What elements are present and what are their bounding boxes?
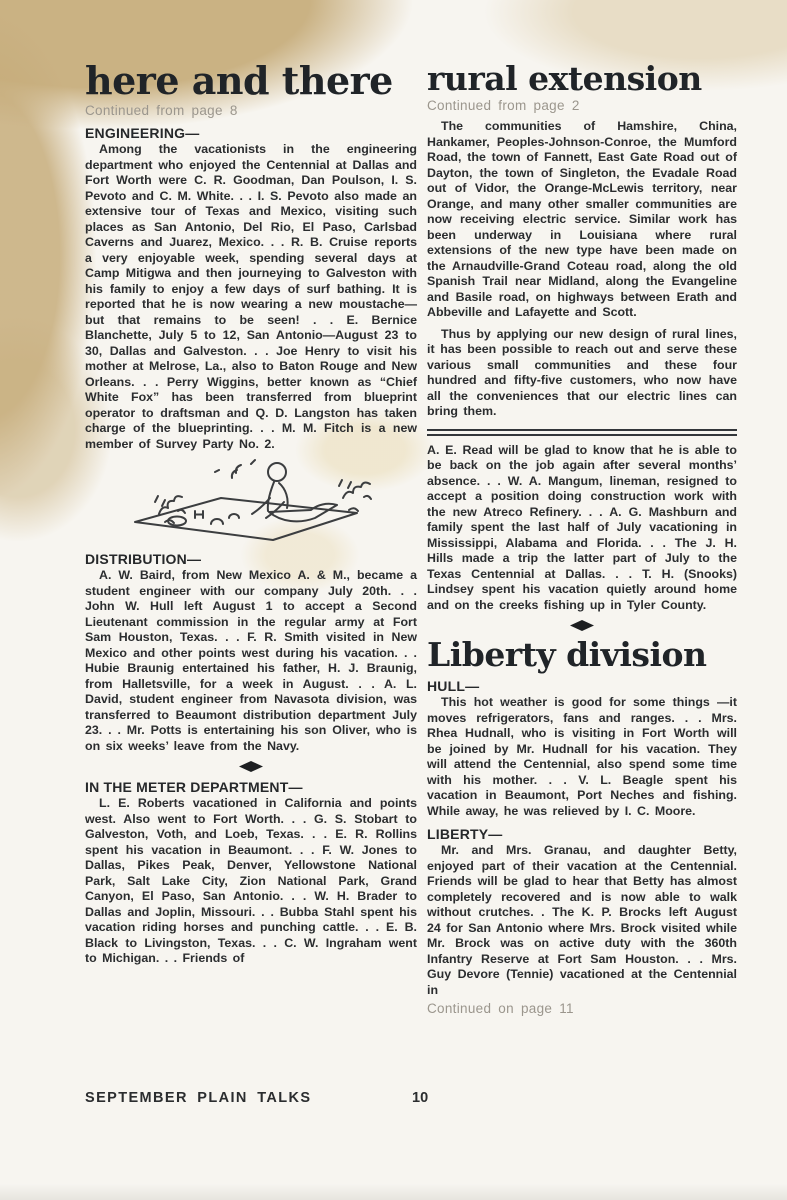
rural-extension-title: rural extension: [427, 59, 702, 98]
meter-department-paragraph: L. E. Roberts vacationed in California and points west. Also went to Fort Worth. . . G. S. Stobart to Galveston, Voth, and Loeb, Texas. . . E. R. Rollins spent his vacation in Beaumont. . . F. W. Jones to Dallas, Pikes Peak, Denver, Yellowstone National Park, Salt Lake City, Zion National Park, Grand Canyon, El Paso, San Antonio. . . W. H. Brader to Dallas and Joplin, Missouri. . . Bubba Stahl spent his vacation riding horses and punching cattle. . . E. B. Black to Livingston, Texas. . . C. W. Ingraham went to Michigan. . . Friends of: [85, 796, 417, 965]
column-right: [427, 59, 737, 1017]
hull-paragraph: This hot weather is good for some things —it moves refrigerators, fans and ranges. . . Mrs. Rhea Hudnall, who is visiting in Fort Worth will be joined by Mr. Hudnall for his vacation. They will attend the Centennial, also spend some time with his mother. . . V. L. Beagle spent his vacation in Beaumont, Port Neches and fishing. While away, he was relieved by I. C. Moore.: [427, 695, 737, 818]
column-gutter: [417, 62, 427, 1017]
here-and-there-title: here and there: [85, 58, 393, 103]
liberty-paragraph: Mr. and Mrs. Granau, and daughter Betty, enjoyed part of their vacation at the Centennial. Friends will be glad to hear that Betty has almost completely recovered and is now able to walk without crutches. . The K. P. Brocks left August 24 for San Antonio where Mrs. Brock visited while Mr. Brock was on active duty with the 360th Infantry Reserve at Fort Sam Houston. . . Mrs. Guy Devore (Tennie) vacationed at the Centennial in: [427, 843, 737, 997]
footer-page-number: 10: [412, 1090, 429, 1106]
meter-department-heading: IN THE METER DEPARTMENT—: [85, 779, 303, 795]
picnic-sketch-illustration: [125, 458, 377, 544]
page-footer: [0, 1090, 787, 1110]
picnic-sketch-drawing: [125, 458, 377, 544]
read-news-paragraph: A. E. Read will be glad to know that he is able to be back on the job again after several months’ absence. . . W. A. Mangum, lineman, resigned to accept a position doing construction work with the new Atreco Refinery. . . A. G. Mashburn and family spent the last half of July vacationing in Mississippi, Alabama and Florida. . . The J. H. Hills made a trip the latter part of July to the Texas Centennial at Dallas. . . T. H. (Snooks) Lindsey spent his vacation quietly around home and on the creeks fishing up in Tyler County.: [427, 442, 737, 612]
here-and-there-continued-from: Continued from page 8: [85, 103, 238, 118]
distribution-heading: DISTRIBUTION—: [85, 551, 202, 567]
diamond-separator-icon: [239, 761, 263, 772]
hull-heading: HULL—: [427, 678, 480, 694]
rural-extension-paragraph-1: The communities of Hamshire, China, Hankamer, Peoples-Johnson-Conroe, the Mumford Road, the town of Fannett, East Gate Road out of Dayton, the town of Singleton, the Evadale Road out of Vidor, the Orange-McLewis territory, near Orange, and many other smaller communities are now receiving electric service. Similar work has been underway in Louisiana where rural extensions of the new type have been made on the Arnaudville-Grand Coteau road, along the old Spanish Trail near Midland, along the Evangeline and Basile road, on highways between Erath and Abbeville and Lafayette and Scott.: [427, 119, 737, 319]
liberty-continued-on: Continued on page 11: [427, 1001, 574, 1016]
rural-extension-continued-from: Continued from page 2: [427, 98, 580, 113]
engineering-paragraph: Among the vacationists in the engineering department who enjoyed the Centennial at Dallas and Fort Worth were C. R. Goodman, Dan Poulson, I. S. Pevoto and C. M. White. . . I. S. Pevoto also made an extensive tour of Texas and Mexico, visiting such places as San Antonio, Del Rio, El Paso, Carlsbad Caverns and Juarez, Mexico. . . R. B. Cruise reports a very enjoyable week, spending several days at Camp Mitigwa and then journeying to Galveston with his family to enjoy a few days of surf bathing. It is reported that he is now wearing a new moustache—but that remains to be seen! . . E. Bernice Blanchette, July 5 to 12, San Antonio—August 23 to 30, Dallas and Galveston. . . Joe Henry to visit his mother at Melrose, La., also to Baton Rouge and New Orleans. . . Perry Wiggins, better known as “Chief White Fox” has been transferred from blueprint operator to draftsman and Q. D. Langston has taken charge of the blueprinting. . . M. M. Fitch is a new member of Survey Party No. 2.: [85, 142, 417, 451]
double-rule-divider: [427, 429, 737, 436]
engineering-heading: ENGINEERING—: [85, 125, 200, 141]
footer-publication-title: SEPTEMBER PLAIN TALKS: [85, 1090, 312, 1106]
liberty-heading: LIBERTY—: [427, 826, 503, 842]
distribution-paragraph: A. W. Baird, from New Mexico A. & M., became a student engineer with our company July 20th. . . John W. Hull left August 1 to accept a Second Lieutenant commission in the regular army at Fort Sam Houston, Texas. . . F. R. Smith visited in New Mexico and other points west during his vacation. . . Hubie Braunig entertained his father, H. J. Braunig, from Halletsville, for a week in August. . . A. L. David, student engineer from Navasota division, was transferred to Beaumont distribution department July 23. . . Mr. Potts is entertaining his son Oliver, who is on six weeks’ leave from the Navy.: [85, 568, 417, 753]
rural-extension-paragraph-2: Thus by applying our new design of rural lines, it has been possible to reach out and serve these various small communities and these four hundred and fifty-five customers, who now have all the conveniences that our electric lines can bring them.: [427, 326, 737, 418]
column-left: [85, 58, 417, 1017]
liberty-division-title: Liberty division: [427, 635, 707, 674]
diamond-separator-icon: [570, 620, 594, 631]
